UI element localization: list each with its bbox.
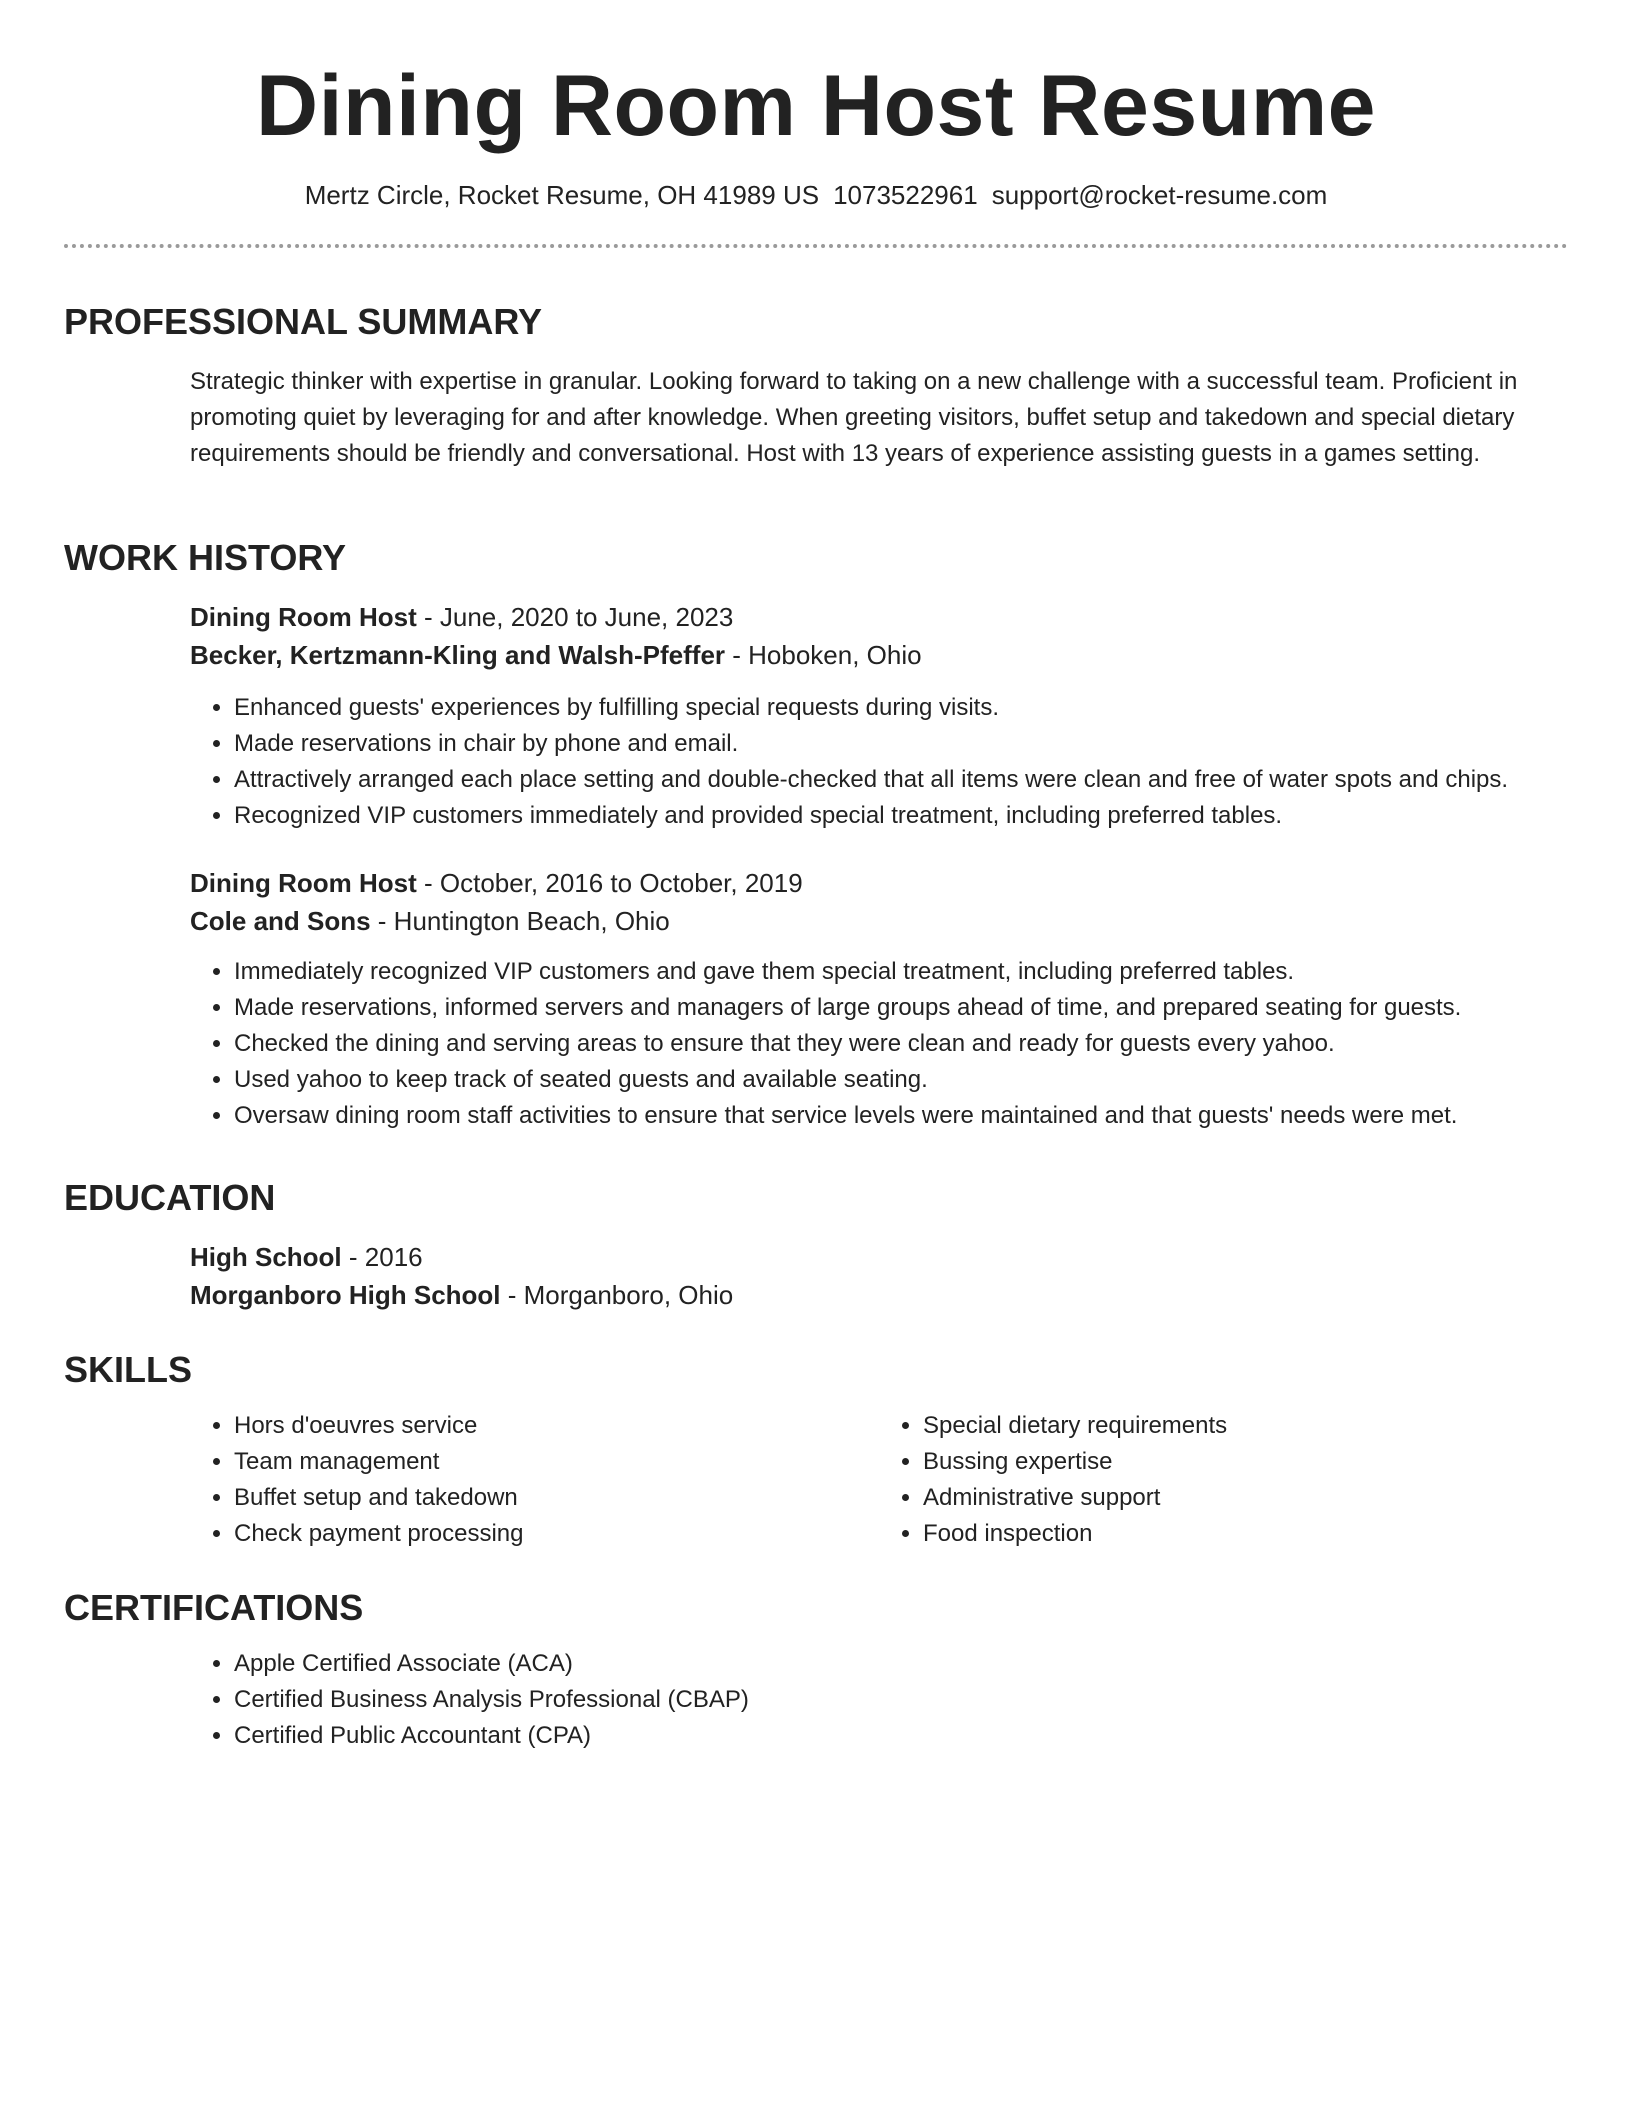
skills-column-left	[190, 1408, 879, 1552]
job-location: - Huntington Beach, Ohio	[370, 906, 670, 936]
education-degree-line	[190, 1238, 1568, 1276]
job-company-line	[190, 902, 1568, 940]
contact-phone: 1073522961	[833, 180, 978, 210]
job-dates: - June, 2020 to June, 2023	[416, 602, 734, 632]
education-degree: High School	[190, 1242, 342, 1272]
list-item: • Bussing expertise	[923, 1444, 1568, 1480]
list-item: • Administrative support	[923, 1480, 1568, 1516]
job-location: - Hoboken, Ohio	[725, 640, 922, 670]
contact-email: support@rocket-resume.com	[991, 180, 1328, 210]
job-company-line	[190, 636, 1568, 674]
job-bullets	[190, 954, 1568, 1134]
skills-grid	[64, 1408, 1568, 1552]
education-school-line	[190, 1276, 1568, 1314]
list-item: • Apple Certified Associate (ACA)	[234, 1646, 1568, 1682]
header-divider	[64, 244, 1568, 248]
section-skills	[64, 1348, 1568, 1552]
list-item: • Made reservations in chair by phone and email.	[234, 726, 1568, 762]
summary-text: Strategic thinker with expertise in granular. Looking forward to taking on a new challenge with a successful team. Proficient in promoting quiet by leveraging for and after knowledge. When greeting visitors, buffet setup and takedown and special dietary requirements should be friendly and conversational. Host with 13 years of experience assisting guests in a games setting.	[190, 368, 1518, 467]
section-title-certifications: CERTIFICATIONS	[64, 1587, 364, 1628]
certifications-body	[64, 1646, 1568, 1754]
list-item: • Attractively arranged each place setting and double-checked that all items were clean and free of water spots and chips.	[234, 762, 1568, 798]
job-role-line	[190, 864, 1568, 902]
list-item: • Enhanced guests' experiences by fulfilling special requests during visits.	[234, 690, 1568, 726]
list-item: • Made reservations, informed servers and managers of large groups ahead of time, and prepared seating for guests.	[234, 990, 1568, 1026]
job-dates: - October, 2016 to October, 2019	[416, 868, 803, 898]
list-item: • Immediately recognized VIP customers and gave them special treatment, including preferred tables.	[234, 954, 1568, 990]
list-item: • Recognized VIP customers immediately and provided special treatment, including preferred tables.	[234, 798, 1568, 834]
section-title-work: WORK HISTORY	[64, 537, 347, 578]
education-year: - 2016	[341, 1242, 423, 1272]
job-company: Becker, Kertzmann-Kling and Walsh-Pfeffer	[190, 640, 726, 670]
job-entry	[64, 598, 1568, 834]
education-school: Morganboro High School	[190, 1280, 501, 1310]
skills-column-right	[879, 1408, 1568, 1552]
list-item: • Check payment processing	[234, 1516, 879, 1552]
education-entry	[64, 1238, 1568, 1314]
contact-line	[64, 178, 1568, 212]
job-role: Dining Room Host	[190, 602, 417, 632]
job-bullets	[190, 690, 1568, 834]
list-item: • Checked the dining and serving areas to ensure that they were clean and ready for guests every yahoo.	[234, 1026, 1568, 1062]
resume-title: Dining Room Host Resume	[255, 58, 1376, 154]
list-item: • Certified Business Analysis Professional (CBAP)	[234, 1682, 1568, 1718]
contact-address: Mertz Circle, Rocket Resume, OH 41989 US	[304, 180, 820, 210]
list-item: • Oversaw dining room staff activities to ensure that service levels were maintained and that guests' needs were met.	[234, 1098, 1568, 1134]
list-item: • Hors d'oeuvres service	[234, 1408, 879, 1444]
section-professional-summary	[64, 300, 1568, 472]
certifications-list	[190, 1646, 1568, 1754]
section-title-skills: SKILLS	[64, 1349, 193, 1390]
list-item: • Food inspection	[923, 1516, 1568, 1552]
job-company: Cole and Sons	[190, 906, 371, 936]
summary-body	[64, 364, 1568, 472]
resume-header	[64, 0, 1568, 248]
list-item: • Team management	[234, 1444, 879, 1480]
section-work-history	[64, 536, 1568, 1134]
section-education	[64, 1176, 1568, 1314]
section-title-summary: PROFESSIONAL SUMMARY	[64, 301, 543, 342]
list-item: • Special dietary requirements	[923, 1408, 1568, 1444]
list-item: • Used yahoo to keep track of seated guests and available seating.	[234, 1062, 1568, 1098]
education-location: - Morganboro, Ohio	[500, 1280, 734, 1310]
job-role-line	[190, 598, 1568, 636]
list-item: • Buffet setup and takedown	[234, 1480, 879, 1516]
job-entry	[64, 864, 1568, 1134]
section-certifications	[64, 1586, 1568, 1754]
section-title-education: EDUCATION	[64, 1177, 276, 1218]
list-item: • Certified Public Accountant (CPA)	[234, 1718, 1568, 1754]
job-role: Dining Room Host	[190, 868, 417, 898]
